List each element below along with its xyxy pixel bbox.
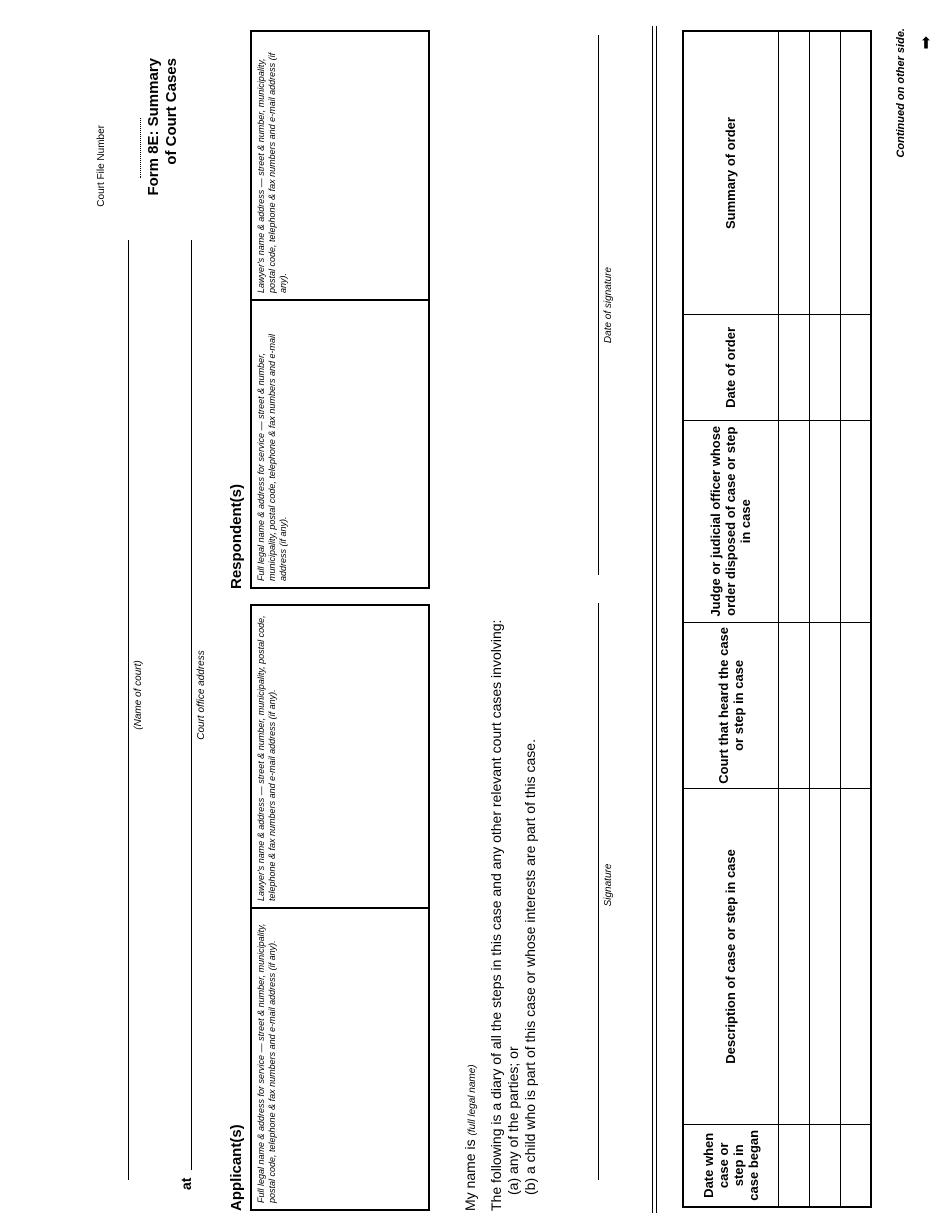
table-cell[interactable] [778,420,809,622]
respondent-lawyer-cell[interactable]: Lawyer's name & address — street & number, municipality, postal code, telephone & fax numbers and e-mail address (if any). [256,52,288,293]
table-cell[interactable] [840,789,871,1124]
applicant-name-cell[interactable]: Full legal name & address for service — street & number, municipality, postal code, telephone & fax numbers and e-mail address (if any). [256,923,277,1203]
court-name-label: (Name of court) [133,660,144,730]
table-cell[interactable] [809,622,840,789]
signature-line[interactable] [598,603,599,1180]
respondent-name-cell[interactable]: Full legal name & address for service — street & number, municipality, postal code, telephone & fax numbers and e-mail address (if any). [256,334,288,581]
at-label: at [178,1177,194,1190]
col-header-court: Court that heard the case or step in case [683,622,778,789]
respondents-box [250,30,430,589]
date-signature-label: Date of signature [603,266,614,344]
form-title-line1: Form 8E: Summary [145,58,162,196]
table-row [778,31,809,1207]
applicant-lawyer-cell[interactable]: Lawyer's name & address — street & number, municipality, postal code, telephone & fax numbers and e-mail address (if any). [256,615,277,901]
col-header-date-began: Date when case or step in case began [683,1124,778,1207]
court-file-number-field[interactable] [140,118,141,178]
table-row [840,31,871,1207]
table-header-row [683,31,778,1207]
court-address-label: Court office address [196,650,207,740]
table-cell[interactable] [778,315,809,421]
item-a: (a) any of the parties; or [505,1046,521,1195]
diary-text: The following is a diary of all the steps in this case and any other relevant court cases involving: [488,619,504,1211]
form-title [145,58,181,278]
table-cell[interactable] [809,1124,840,1207]
table-cell[interactable] [840,420,871,622]
col-header-description: Description of case or step in case [683,789,778,1124]
form-title-line2: of Court Cases [163,58,180,165]
table-cell[interactable] [809,315,840,421]
continued-text: Continued on other side. [895,28,907,158]
signature-label: Signature [603,863,614,907]
table-cell[interactable] [778,31,809,315]
col-header-date-of-order: Date of order [683,315,778,421]
my-name-hint: (full legal name) [467,1064,478,1136]
date-signature-line[interactable] [598,35,599,575]
applicants-heading: Applicant(s) [228,1124,245,1211]
my-name-line [462,811,481,1211]
table-cell[interactable] [840,622,871,789]
my-name-prefix: My name is [462,1139,478,1211]
table-cell[interactable] [778,1124,809,1207]
court-file-number-label: Court File Number [96,125,107,207]
double-rule-top [652,26,653,1213]
table-cell[interactable] [809,789,840,1124]
table-cell[interactable] [840,315,871,421]
court-address-line[interactable] [191,240,192,1170]
table-row [809,31,840,1207]
table-cell[interactable] [778,622,809,789]
item-b: (b) a child who is part of this case or whose interests are part of this case. [522,739,538,1195]
double-rule-bottom [656,26,657,1213]
respondents-heading: Respondent(s) [228,484,245,589]
col-header-summary: Summary of order [683,31,778,315]
arrow-right-icon: ➡ [918,36,935,50]
court-name-line[interactable] [128,240,129,1180]
table-cell[interactable] [840,1124,871,1207]
table-cell[interactable] [778,789,809,1124]
table-cell[interactable] [809,31,840,315]
cases-table [682,30,872,1208]
table-cell[interactable] [840,31,871,315]
table-cell[interactable] [809,420,840,622]
col-header-judge: Judge or judicial officer whose order disposed of case or step in case [683,420,778,622]
applicants-box [250,604,430,1211]
